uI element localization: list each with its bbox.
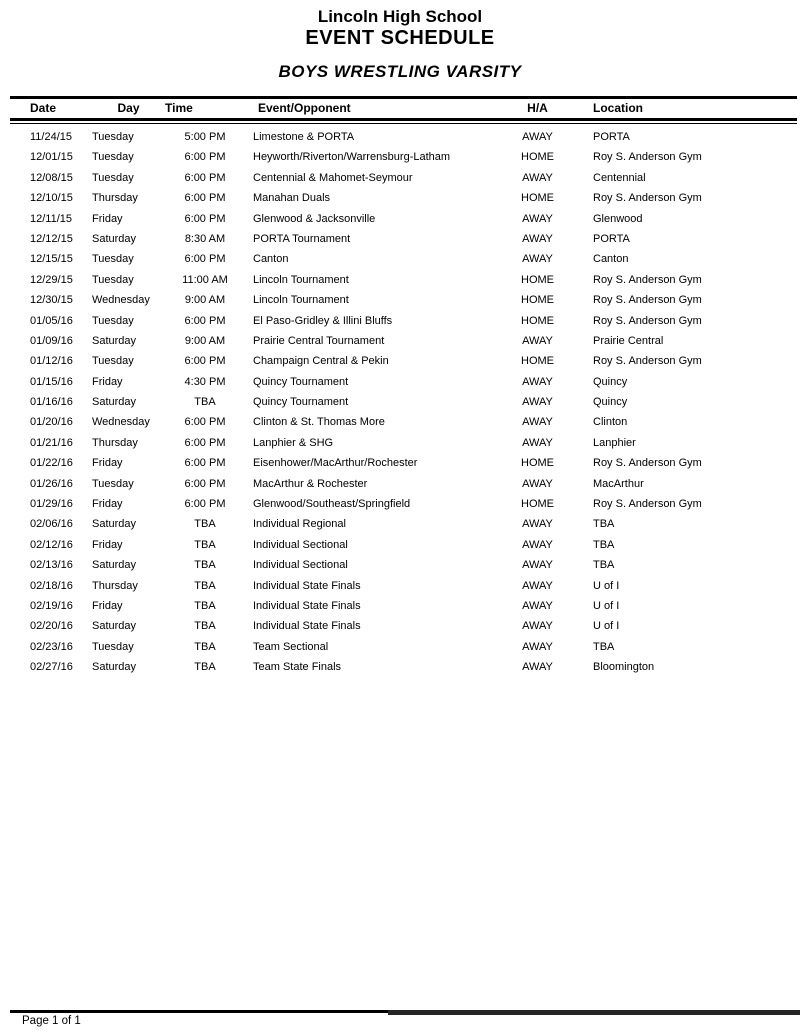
- cell-ha: HOME: [521, 457, 554, 470]
- footer-rule-thick-segment: [388, 1010, 800, 1015]
- cell-time: 6:00 PM: [184, 171, 226, 184]
- cell-time: 6:00 PM: [184, 151, 226, 164]
- cell-location: Centennial: [593, 171, 646, 184]
- cell-time: 6:00 PM: [184, 253, 226, 266]
- table-row: [10, 188, 797, 208]
- table-row: [10, 209, 797, 229]
- cell-location: PORTA: [593, 232, 630, 245]
- cell-day: Tuesday: [92, 171, 134, 184]
- cell-day: Saturday: [92, 559, 137, 572]
- cell-date: 12/11/15: [30, 212, 73, 225]
- cell-event: MacArthur & Rochester: [253, 477, 368, 490]
- table-row: [10, 270, 797, 290]
- cell-ha: AWAY: [522, 559, 553, 572]
- cell-location: Roy S. Anderson Gym: [593, 192, 702, 205]
- cell-day: Saturday: [92, 232, 137, 245]
- cell-location: U of I: [593, 620, 620, 633]
- cell-location: Roy S. Anderson Gym: [593, 151, 702, 164]
- table-row: [10, 433, 797, 453]
- cell-day: Friday: [92, 212, 123, 225]
- cell-time: 6:00 PM: [184, 314, 226, 327]
- cell-time: 8:30 AM: [184, 232, 226, 245]
- cell-event: Quincy Tournament: [253, 396, 349, 409]
- column-header-location: Location: [593, 101, 643, 115]
- table-row: [10, 474, 797, 494]
- cell-day: Wednesday: [92, 416, 150, 429]
- cell-event: Individual State Finals: [253, 620, 361, 633]
- cell-day: Tuesday: [92, 273, 134, 286]
- cell-day: Friday: [92, 375, 123, 388]
- table-row: [10, 453, 797, 473]
- cell-event: Glenwood & Jacksonville: [253, 212, 376, 225]
- table-row: [10, 514, 797, 534]
- cell-date: 01/16/16: [30, 396, 73, 409]
- cell-day: Tuesday: [92, 640, 134, 653]
- cell-time: 6:00 PM: [184, 416, 226, 429]
- cell-ha: HOME: [521, 192, 554, 205]
- cell-time: TBA: [194, 518, 216, 531]
- cell-date: 02/23/16: [30, 640, 73, 653]
- cell-date: 12/15/15: [30, 253, 73, 266]
- table-row: [10, 616, 797, 636]
- cell-location: Quincy: [593, 396, 628, 409]
- document-title: EVENT SCHEDULE: [305, 27, 495, 49]
- cell-event: Champaign Central & Pekin: [253, 355, 389, 368]
- cell-date: 02/13/16: [30, 559, 73, 572]
- cell-date: 02/12/16: [30, 538, 73, 551]
- cell-time: 6:00 PM: [184, 498, 226, 511]
- cell-ha: HOME: [521, 355, 554, 368]
- cell-location: Canton: [593, 253, 629, 266]
- cell-event: Lincoln Tournament: [253, 294, 349, 307]
- cell-time: TBA: [194, 559, 216, 572]
- cell-time: 5:00 PM: [184, 131, 226, 143]
- table-row: [10, 311, 797, 331]
- table-row: [10, 637, 797, 657]
- cell-ha: AWAY: [522, 477, 553, 490]
- cell-date: 02/18/16: [30, 579, 73, 592]
- cell-day: Friday: [92, 498, 123, 511]
- cell-location: Lanphier: [593, 436, 636, 449]
- cell-date: 12/01/15: [30, 151, 73, 164]
- cell-date: 01/12/16: [30, 355, 73, 368]
- cell-location: TBA: [593, 518, 615, 531]
- cell-day: Saturday: [92, 396, 137, 409]
- table-row: [10, 147, 797, 167]
- cell-ha: HOME: [521, 151, 554, 164]
- cell-day: Saturday: [92, 334, 137, 347]
- cell-time: TBA: [194, 538, 216, 551]
- cell-ha: AWAY: [522, 375, 553, 388]
- cell-event: Limestone & PORTA: [253, 131, 355, 143]
- cell-time: 9:00 AM: [184, 294, 226, 307]
- cell-ha: AWAY: [522, 232, 553, 245]
- cell-event: Glenwood/Southeast/Springfield: [253, 498, 411, 511]
- school-name: Lincoln High School: [317, 7, 483, 26]
- cell-date: 02/20/16: [30, 620, 73, 633]
- cell-event: Prairie Central Tournament: [253, 334, 385, 347]
- table-row: [10, 249, 797, 269]
- cell-event: Quincy Tournament: [253, 375, 349, 388]
- cell-ha: AWAY: [522, 416, 553, 429]
- cell-day: Thursday: [92, 436, 138, 449]
- cell-ha: AWAY: [522, 253, 553, 266]
- cell-location: PORTA: [593, 131, 630, 143]
- cell-event: Lanphier & SHG: [253, 436, 334, 449]
- cell-day: Tuesday: [92, 151, 134, 164]
- table-row: [10, 576, 797, 596]
- cell-time: 6:00 PM: [184, 477, 226, 490]
- cell-time: 6:00 PM: [184, 192, 226, 205]
- cell-day: Tuesday: [92, 477, 134, 490]
- column-header-event: Event/Opponent: [258, 101, 351, 115]
- cell-time: TBA: [194, 599, 216, 612]
- cell-location: Roy S. Anderson Gym: [593, 498, 702, 511]
- cell-day: Saturday: [92, 661, 137, 674]
- cell-event: Lincoln Tournament: [253, 273, 349, 286]
- cell-date: 01/09/16: [30, 334, 73, 347]
- cell-day: Tuesday: [92, 253, 134, 266]
- table-row: [10, 412, 797, 432]
- cell-time: 6:00 PM: [184, 457, 226, 470]
- cell-ha: AWAY: [522, 334, 553, 347]
- cell-ha: AWAY: [522, 518, 553, 531]
- cell-date: 01/20/16: [30, 416, 73, 429]
- cell-date: 12/08/15: [30, 171, 73, 184]
- cell-date: 12/29/15: [30, 273, 73, 286]
- cell-ha: AWAY: [522, 538, 553, 551]
- table-row: [10, 168, 797, 188]
- table-row: [10, 494, 797, 514]
- title-block: [0, 0, 800, 82]
- cell-day: Thursday: [92, 579, 138, 592]
- cell-location: U of I: [593, 599, 620, 612]
- cell-event: Eisenhower/MacArthur/Rochester: [253, 457, 418, 470]
- cell-ha: AWAY: [522, 131, 553, 143]
- table-header-row: [10, 99, 797, 118]
- cell-day: Tuesday: [92, 355, 134, 368]
- cell-date: 12/10/15: [30, 192, 73, 205]
- column-header-date: Date: [30, 101, 57, 115]
- cell-ha: AWAY: [522, 640, 553, 653]
- cell-event: PORTA Tournament: [253, 232, 351, 245]
- table-row: [10, 229, 797, 249]
- cell-date: 01/05/16: [30, 314, 73, 327]
- schedule-table: [10, 96, 797, 678]
- column-header-time: Time: [165, 101, 193, 115]
- cell-day: Friday: [92, 538, 123, 551]
- cell-time: TBA: [194, 661, 216, 674]
- cell-location: Roy S. Anderson Gym: [593, 457, 702, 470]
- table-row: [10, 596, 797, 616]
- cell-event: Centennial & Mahomet-Seymour: [253, 171, 413, 184]
- cell-ha: AWAY: [522, 661, 553, 674]
- cell-event: Individual Regional: [253, 518, 346, 531]
- cell-event: Clinton & St. Thomas More: [253, 416, 385, 429]
- cell-ha: HOME: [521, 294, 554, 307]
- cell-day: Wednesday: [92, 294, 150, 307]
- cell-event: Individual State Finals: [253, 599, 361, 612]
- team-subtitle: BOYS WRESTLING VARSITY: [278, 62, 522, 81]
- cell-ha: AWAY: [522, 599, 553, 612]
- cell-event: Team Sectional: [253, 640, 329, 653]
- cell-ha: AWAY: [522, 212, 553, 225]
- cell-date: 01/26/16: [30, 477, 73, 490]
- cell-date: 02/27/16: [30, 661, 73, 674]
- cell-event: Heyworth/Riverton/Warrensburg-Latham: [253, 151, 451, 164]
- cell-day: Saturday: [92, 620, 137, 633]
- cell-day: Tuesday: [92, 131, 134, 143]
- cell-location: Roy S. Anderson Gym: [593, 314, 702, 327]
- cell-event: Individual Sectional: [253, 538, 348, 551]
- cell-date: 11/24/15: [30, 131, 73, 143]
- column-header-ha: H/A: [527, 101, 548, 115]
- table-row: [10, 331, 797, 351]
- cell-ha: AWAY: [522, 579, 553, 592]
- cell-location: Roy S. Anderson Gym: [593, 294, 702, 307]
- cell-location: TBA: [593, 538, 615, 551]
- table-row: [10, 392, 797, 412]
- cell-location: Roy S. Anderson Gym: [593, 355, 702, 368]
- cell-time: 6:00 PM: [184, 212, 226, 225]
- cell-ha: HOME: [521, 314, 554, 327]
- cell-day: Friday: [92, 599, 123, 612]
- cell-event: Team State Finals: [253, 661, 342, 674]
- cell-location: TBA: [593, 640, 615, 653]
- table-row: [10, 127, 797, 147]
- table-row: [10, 555, 797, 575]
- cell-location: Roy S. Anderson Gym: [593, 273, 702, 286]
- cell-time: 6:00 PM: [184, 436, 226, 449]
- cell-time: TBA: [194, 640, 216, 653]
- page-number: Page 1 of 1: [22, 1015, 81, 1027]
- cell-ha: HOME: [521, 273, 554, 286]
- cell-date: 01/29/16: [30, 498, 73, 511]
- cell-location: Clinton: [593, 416, 628, 429]
- cell-location: MacArthur: [593, 477, 644, 490]
- cell-date: 02/19/16: [30, 599, 73, 612]
- schedule-rows: [10, 124, 797, 678]
- cell-event: Manahan Duals: [253, 192, 331, 205]
- cell-ha: AWAY: [522, 620, 553, 633]
- cell-ha: AWAY: [522, 436, 553, 449]
- cell-date: 02/06/16: [30, 518, 73, 531]
- cell-event: Canton: [253, 253, 289, 266]
- cell-time: TBA: [194, 396, 216, 409]
- cell-date: 01/15/16: [30, 375, 73, 388]
- cell-time: 11:00 AM: [182, 273, 228, 286]
- table-row: [10, 290, 797, 310]
- cell-location: Bloomington: [593, 661, 655, 674]
- cell-day: Thursday: [92, 192, 138, 205]
- cell-date: 01/22/16: [30, 457, 73, 470]
- column-header-day: Day: [117, 101, 140, 115]
- cell-date: 12/12/15: [30, 232, 73, 245]
- cell-event: Individual State Finals: [253, 579, 361, 592]
- table-row: [10, 372, 797, 392]
- cell-ha: AWAY: [522, 396, 553, 409]
- cell-location: Prairie Central: [593, 334, 664, 347]
- table-row: [10, 351, 797, 371]
- table-row: [10, 535, 797, 555]
- cell-location: U of I: [593, 579, 620, 592]
- cell-time: 9:00 AM: [184, 334, 226, 347]
- cell-location: Quincy: [593, 375, 628, 388]
- cell-location: Glenwood: [593, 212, 643, 225]
- cell-day: Friday: [92, 457, 123, 470]
- cell-time: 4:30 PM: [184, 375, 226, 388]
- table-row: [10, 657, 797, 677]
- cell-date: 12/30/15: [30, 294, 73, 307]
- cell-ha: HOME: [521, 498, 554, 511]
- cell-time: TBA: [194, 620, 216, 633]
- cell-time: TBA: [194, 579, 216, 592]
- cell-event: El Paso-Gridley & Illini Bluffs: [253, 314, 393, 327]
- cell-day: Tuesday: [92, 314, 134, 327]
- cell-date: 01/21/16: [30, 436, 73, 449]
- cell-ha: AWAY: [522, 171, 553, 184]
- cell-day: Saturday: [92, 518, 137, 531]
- cell-location: TBA: [593, 559, 615, 572]
- cell-time: 6:00 PM: [184, 355, 226, 368]
- cell-event: Individual Sectional: [253, 559, 348, 572]
